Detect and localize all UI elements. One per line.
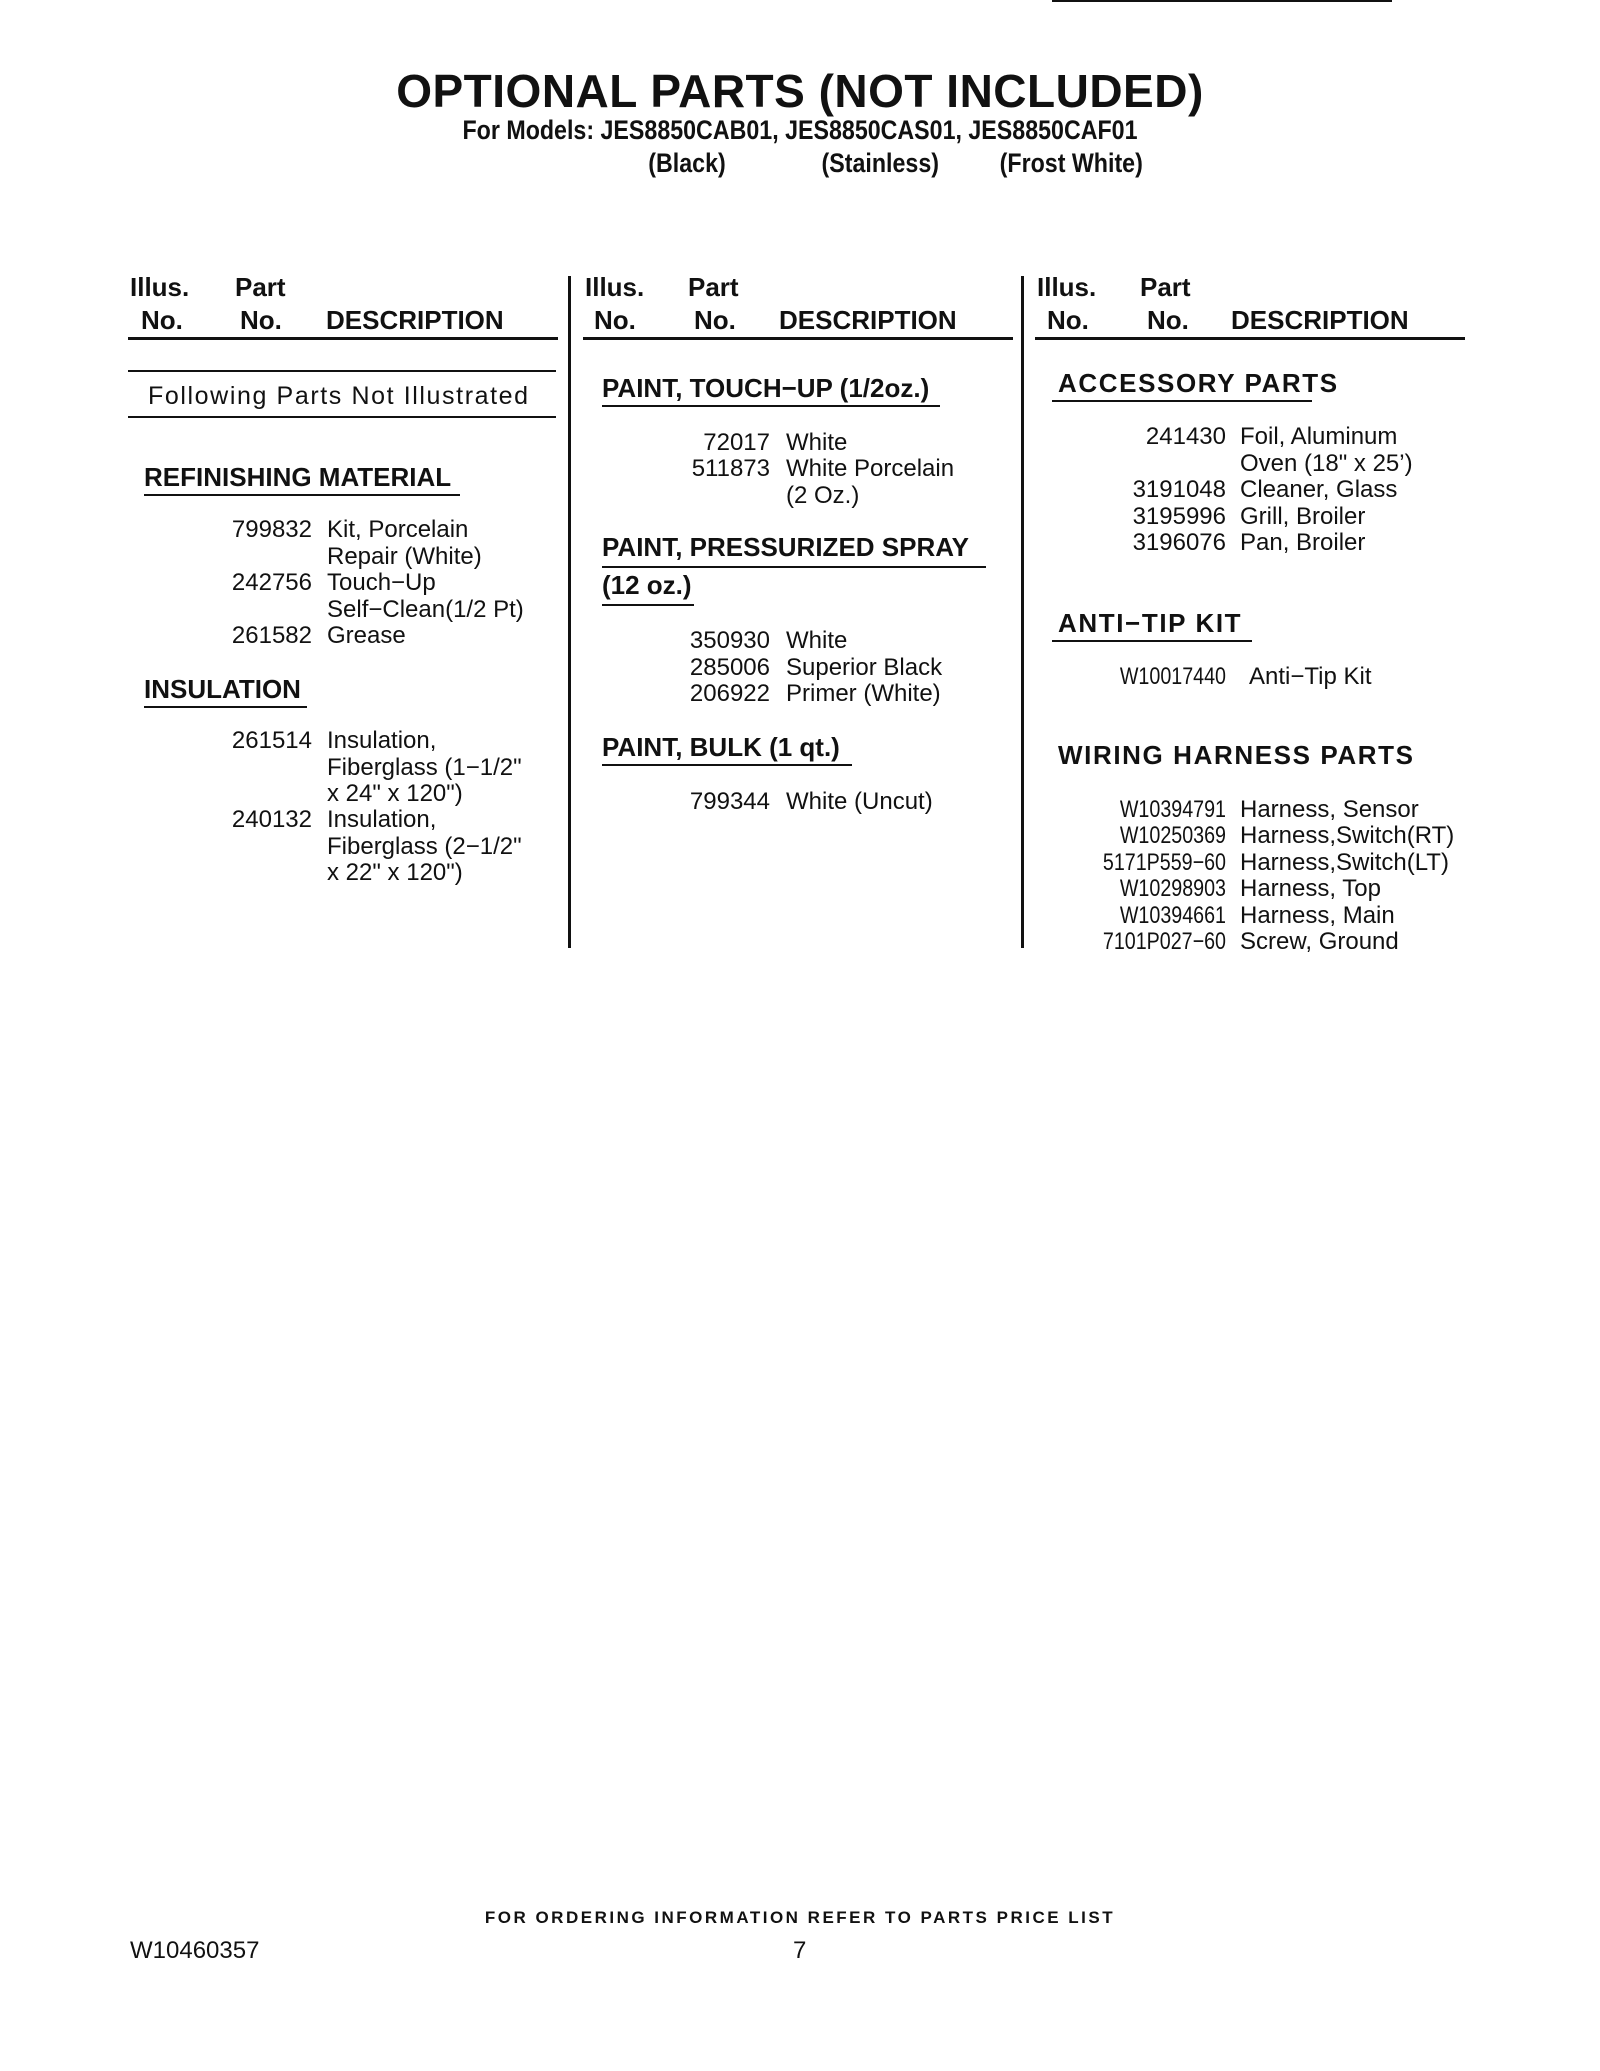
col2-header-part-no: No. — [694, 305, 736, 335]
section-title: REFINISHING MATERIAL — [144, 462, 452, 492]
part-number: 3196076 — [1132, 529, 1226, 556]
col1-header-part-no: No. — [240, 305, 282, 335]
part-description: Cleaner, Glass — [1240, 476, 1398, 503]
part-number: W10250369 — [1119, 822, 1226, 849]
part-number: 261582 — [231, 622, 312, 649]
section-underline — [602, 566, 986, 568]
part-description: Insulation, — [327, 727, 437, 754]
section-title: ACCESSORY PARTS — [1058, 368, 1339, 398]
part-description: Pan, Broiler — [1240, 529, 1366, 556]
part-number: W10298903 — [1119, 875, 1226, 902]
variant-black: (Black) — [648, 148, 726, 178]
variant-frost-white: (Frost White) — [999, 148, 1143, 178]
part-description: Fiberglass (1−1/2" — [327, 754, 522, 781]
part-description: Repair (White) — [327, 543, 482, 570]
section-underline — [1052, 0, 1392, 2]
part-number: 7101P027−60 — [1102, 928, 1226, 955]
part-description: Harness,Switch(LT) — [1240, 849, 1449, 876]
section-underline — [144, 706, 307, 708]
section-title: WIRING HARNESS PARTS — [1058, 740, 1415, 770]
not-illustrated-label: Following Parts Not Illustrated — [148, 382, 530, 410]
not-illustrated-rule-bottom — [128, 416, 556, 418]
part-description: Harness, Sensor — [1240, 796, 1419, 823]
part-description: (2 Oz.) — [786, 482, 860, 509]
col2-header-rule — [583, 337, 1013, 340]
part-number: 261514 — [231, 727, 312, 754]
col1-header-part: Part — [235, 272, 286, 302]
part-description: Grease — [327, 622, 406, 649]
part-description: x 22" x 120") — [327, 859, 463, 886]
part-description: Touch−Up — [327, 569, 436, 596]
part-number: 799832 — [231, 516, 312, 543]
document-number: W10460357 — [130, 1937, 260, 1964]
part-number: 799344 — [689, 788, 770, 815]
part-number: 72017 — [703, 429, 770, 456]
col2-header-illus: Illus. — [585, 272, 645, 302]
part-number: 241430 — [1145, 423, 1226, 450]
part-description: Fiberglass (2−1/2" — [327, 833, 522, 860]
column-divider — [1021, 276, 1024, 948]
models-line: For Models: JES8850CAB01, JES8850CAS01, JES8850CAF01 — [462, 115, 1138, 145]
column-divider — [568, 276, 571, 948]
col2-header-part: Part — [688, 272, 739, 302]
part-description: Screw, Ground — [1240, 928, 1399, 955]
page-number: 7 — [793, 1937, 807, 1964]
part-number: W10017440 — [1119, 663, 1226, 690]
part-description: Harness, Main — [1240, 902, 1395, 929]
part-description: Oven (18" x 25’) — [1240, 450, 1413, 477]
col1-header-illus: Illus. — [130, 272, 190, 302]
part-description: Anti−Tip Kit — [1249, 663, 1372, 690]
col1-header-illus-no: No. — [141, 305, 183, 335]
section-underline — [602, 604, 694, 606]
col3-header-description: DESCRIPTION — [1231, 305, 1409, 335]
col3-header-part-no: No. — [1147, 305, 1189, 335]
part-number: 242756 — [231, 569, 312, 596]
part-description: White — [786, 627, 848, 654]
part-description: White Porcelain — [786, 455, 955, 482]
section-title: PAINT, PRESSURIZED SPRAY — [602, 532, 969, 562]
part-number: 350930 — [689, 627, 770, 654]
section-title: INSULATION — [144, 674, 301, 704]
section-underline — [144, 494, 460, 496]
part-description: x 24" x 120") — [327, 780, 463, 807]
part-number: 206922 — [689, 680, 770, 707]
col3-header-part: Part — [1140, 272, 1191, 302]
col2-header-description: DESCRIPTION — [779, 305, 957, 335]
section-underline — [1052, 640, 1252, 642]
section-underline — [602, 405, 940, 407]
section-underline — [1052, 400, 1312, 402]
ordering-note: FOR ORDERING INFORMATION REFER TO PARTS PRICE LIST — [484, 1908, 1116, 1927]
section-title-continued: (12 oz.) — [602, 570, 692, 600]
not-illustrated-rule-top — [128, 370, 556, 372]
col3-header-rule — [1035, 337, 1465, 340]
col1-header-rule — [128, 337, 558, 340]
section-title: PAINT, BULK (1 qt.) — [602, 732, 840, 762]
section-title: PAINT, TOUCH−UP (1/2oz.) — [602, 373, 930, 403]
page-title: OPTIONAL PARTS (NOT INCLUDED) — [396, 65, 1204, 117]
part-number: 3191048 — [1132, 476, 1226, 503]
part-number: 5171P559−60 — [1102, 849, 1226, 876]
part-description: Foil, Aluminum — [1240, 423, 1398, 450]
part-description: Kit, Porcelain — [327, 516, 469, 543]
part-description: White — [786, 429, 848, 456]
part-number: W10394661 — [1119, 902, 1226, 929]
part-number: W10394791 — [1119, 796, 1226, 823]
part-description: White (Uncut) — [786, 788, 933, 815]
variant-stainless: (Stainless) — [821, 148, 939, 178]
col2-header-illus-no: No. — [594, 305, 636, 335]
part-number: 3195996 — [1132, 503, 1226, 530]
part-description: Harness,Switch(RT) — [1240, 822, 1455, 849]
part-description: Superior Black — [786, 654, 943, 681]
section-title: ANTI−TIP KIT — [1058, 608, 1243, 638]
part-number: 285006 — [689, 654, 770, 681]
col3-header-illus: Illus. — [1037, 272, 1097, 302]
section-underline — [602, 764, 852, 766]
part-description: Self−Clean(1/2 Pt) — [327, 596, 524, 623]
col1-header-description: DESCRIPTION — [326, 305, 504, 335]
part-description: Harness, Top — [1240, 875, 1381, 902]
part-description: Grill, Broiler — [1240, 503, 1366, 530]
part-description: Primer (White) — [786, 680, 941, 707]
part-description: Insulation, — [327, 806, 437, 833]
col3-header-illus-no: No. — [1047, 305, 1089, 335]
part-number: 511873 — [691, 455, 770, 482]
part-number: 240132 — [231, 806, 312, 833]
